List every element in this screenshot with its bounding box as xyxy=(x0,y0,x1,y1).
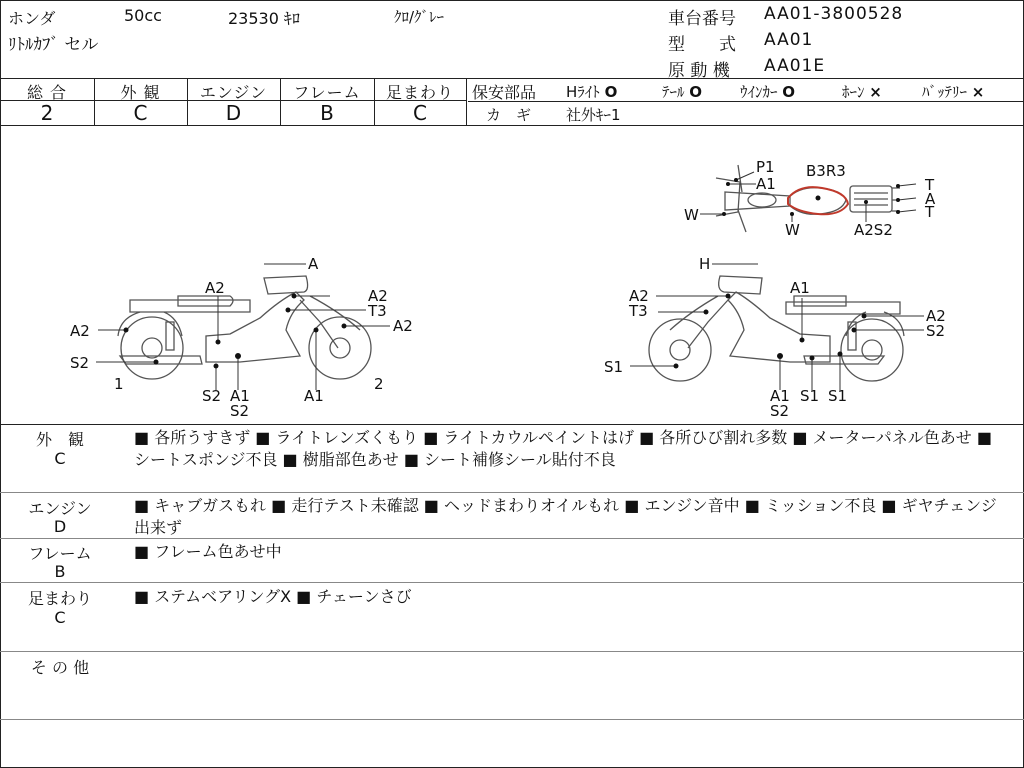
defect-category-suspension: 足まわり xyxy=(27,589,92,608)
model-name: ﾘﾄﾙｶﾌﾞ セル xyxy=(8,35,99,55)
key-value: 社外ｷｰ1 xyxy=(566,106,621,124)
diagram-label: S2 xyxy=(70,354,90,372)
defect-text-suspension: ■ ステムベアリングX ■ チェーンさび xyxy=(134,587,412,606)
diagram-label: S2 xyxy=(230,402,250,420)
diagram-label: S1 xyxy=(604,358,624,376)
displacement: 50cc xyxy=(124,6,162,25)
divider xyxy=(0,424,1024,425)
diagram-label: A1 xyxy=(770,387,790,405)
safety-item-mark: O xyxy=(782,83,796,101)
diagram-label: S1 xyxy=(828,387,848,405)
grade-overall-value: 2 xyxy=(40,101,54,125)
divider xyxy=(0,582,1024,583)
diagram-label: A1 xyxy=(756,175,776,193)
engine-model-value: AA01E xyxy=(764,56,826,76)
mileage: 23530 ｷﾛ xyxy=(228,9,300,28)
diagram-label: A2 xyxy=(629,287,649,305)
diagram-label: S1 xyxy=(800,387,820,405)
grade-suspension-label: 足まわり xyxy=(385,83,454,102)
diagram-label: A1 xyxy=(790,279,810,297)
grade-engine-label: エンジン xyxy=(199,83,268,102)
seat-damage-highlight xyxy=(788,187,848,214)
defect-category-exterior: 外 観 xyxy=(35,430,84,449)
safety-item-name: ﾃｰﾙ xyxy=(662,83,685,101)
grade-exterior-value: C xyxy=(133,101,148,125)
defect-category-other: そ の 他 xyxy=(30,658,90,677)
diagram-label: A xyxy=(925,190,936,208)
defect-grade-suspension: C xyxy=(54,608,66,627)
diagram-label: B3R3 xyxy=(806,162,846,180)
diagram-label: A2 xyxy=(70,322,90,340)
defect-text-frame: ■ フレーム色あせ中 xyxy=(134,542,282,561)
defect-grade-frame: B xyxy=(54,562,66,581)
diagram-label: S2 xyxy=(202,387,222,405)
safety-item-mark: × xyxy=(971,83,985,101)
defect-grade-engine: D xyxy=(53,517,67,536)
diagram-label: W xyxy=(785,221,800,239)
maker-name: ホンダ xyxy=(8,9,56,28)
grade-frame-label: フレーム xyxy=(293,83,361,102)
safety-item-mark: O xyxy=(689,83,703,101)
diagram-label: A2 xyxy=(926,307,946,325)
safety-item-name: ｳｲﾝｶｰ xyxy=(740,83,778,101)
divider xyxy=(0,492,1024,493)
diagram-label: T3 xyxy=(368,302,387,320)
divider xyxy=(0,651,1024,652)
diagram-label: A2 xyxy=(393,317,413,335)
diagram-label: A xyxy=(308,255,319,273)
safety-item-name: Hﾗｲﾄ xyxy=(566,83,600,101)
diagram-label: H xyxy=(699,255,711,273)
frame-number-label: 車台番号 xyxy=(668,9,736,29)
safety-item-name: ﾎｰﾝ xyxy=(842,83,865,101)
frame-number-value: AA01-3800528 xyxy=(764,4,904,24)
engine-model-label: 原 動 機 xyxy=(668,61,730,81)
diagram-label: 1 xyxy=(114,375,124,393)
diagram-label: S2 xyxy=(770,402,790,420)
defect-grade-exterior: C xyxy=(54,449,66,468)
defect-text-engine: ■ キャブガスもれ ■ 走行テスト未確認 ■ ヘッドまわりオイルもれ ■ エンジン音中 ■ ミッション不良 ■ ギヤチェンジ出来ず xyxy=(134,496,997,537)
safety-item-mark: O xyxy=(604,83,618,101)
diagram-label: S2 xyxy=(926,322,946,340)
model-type-value: AA01 xyxy=(764,30,814,50)
grade-engine-value: D xyxy=(225,101,242,125)
grade-exterior-label: 外 観 xyxy=(120,83,161,102)
grade-overall-label: 総 合 xyxy=(26,83,68,102)
diagram-label: T3 xyxy=(629,302,648,320)
safety-parts-label: 保安部品 xyxy=(472,83,537,102)
safety-item-name: ﾊﾞｯﾃﾘｰ xyxy=(922,83,968,101)
body-color: ｸﾛ/ｸﾞﾚｰ xyxy=(394,8,445,26)
defect-category-engine: エンジン xyxy=(28,499,92,518)
diagram-label: W xyxy=(684,206,699,224)
key-label: カ ギ xyxy=(486,106,532,124)
defect-category-frame: フレーム xyxy=(28,544,92,563)
model-type-label: 型 式 xyxy=(668,35,736,55)
diagram-label: A2S2 xyxy=(854,221,893,239)
grade-suspension-value: C xyxy=(413,101,427,125)
safety-item-mark: × xyxy=(869,83,882,101)
divider xyxy=(0,719,1024,720)
defect-text-exterior: ■ 各所うすきず ■ ライトレンズくもり ■ ライトカウルペイントはげ ■ 各所ひび割れ多数 ■ メーターパネル色あせ ■ シートスポンジ不良 ■ 樹脂部色あせ ■ シート補修シール貼付不良 xyxy=(134,428,992,469)
diagram-label: 2 xyxy=(374,375,384,393)
diagram-label: A2 xyxy=(368,287,388,305)
diagram-label: T xyxy=(925,176,935,194)
diagram-label: A2 xyxy=(205,279,225,297)
diagram-label: P1 xyxy=(756,158,775,176)
diagram-label: A1 xyxy=(230,387,250,405)
grade-frame-value: B xyxy=(320,101,334,125)
diagram-label: T xyxy=(925,203,935,221)
right-view-motorcycle xyxy=(649,276,904,381)
diagram-label: A1 xyxy=(304,387,324,405)
